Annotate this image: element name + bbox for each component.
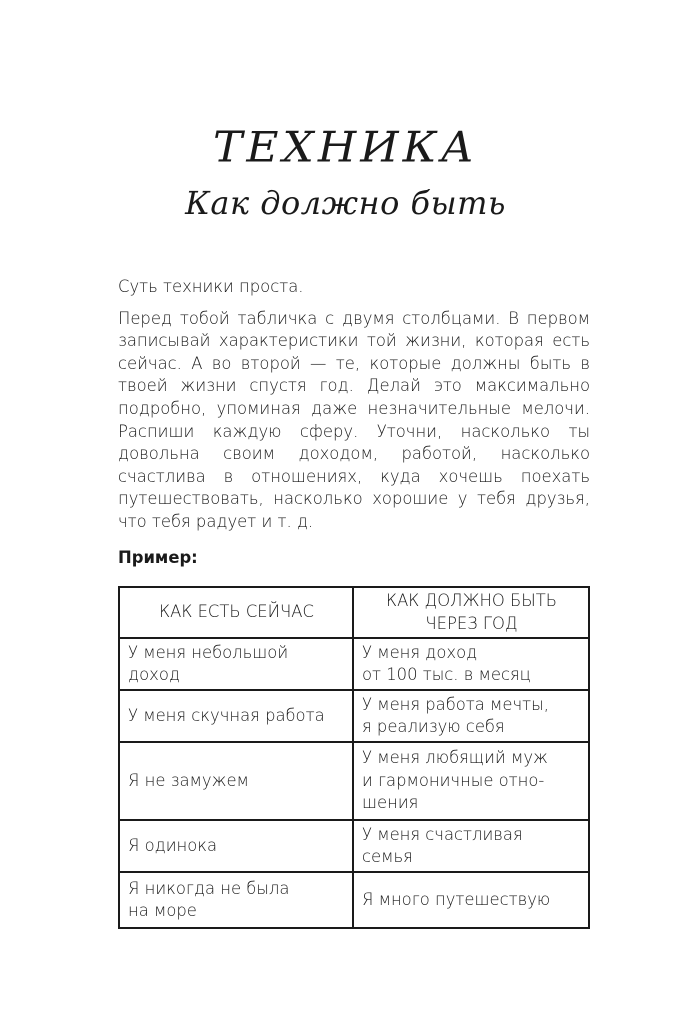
cell-now	[119, 742, 353, 820]
table-row	[119, 820, 589, 872]
cell-line: У меня доход	[362, 642, 478, 662]
page-subtitle: Как должно быть	[185, 184, 506, 222]
cell-now	[119, 872, 353, 928]
cell-line: шения	[362, 793, 419, 813]
cell-line: и гармоничные отно-	[362, 770, 545, 790]
cell-line: Я много путешествую	[362, 889, 551, 909]
cell-line: Я одинока	[128, 835, 218, 855]
cell-now	[119, 690, 353, 742]
table-row	[119, 872, 589, 928]
header-future-line: ЧЕРЕЗ ГОД	[425, 613, 518, 633]
header-future	[353, 587, 589, 638]
cell-line: семья	[362, 847, 413, 867]
cell-line: от 100 тыс. в месяц	[362, 665, 531, 685]
cell-future	[353, 820, 589, 872]
cell-line: У меня счастливая	[362, 824, 523, 844]
instruction-paragraph: Перед тобой табличка с двумя столбцами. В первом записывай характеристики той жизни, которая есть сейчас. А во второй — те, которые должны быть в твоей жизни спустя год. Делай это максимально подробно, упоминая даже незначительные мелочи. Распиши каждую сферу. Уточни, насколько ты довольна своим доходом, работой, насколько счастлива в отношениях, куда хочешь поехать путешествовать, насколько хорошие у тебя друзья, что тебя радует и т. д.	[118, 308, 590, 531]
header-future-line: КАК ДОЛЖНО БЫТЬ	[386, 591, 557, 610]
cell-now	[119, 820, 353, 872]
page-title: ТЕХНИКА	[213, 123, 478, 172]
cell-now	[119, 638, 353, 690]
table-header-row	[119, 587, 589, 638]
cell-future	[353, 742, 589, 820]
cell-future	[353, 872, 589, 928]
cell-line: У меня небольшой	[128, 642, 289, 662]
table-row	[119, 742, 589, 820]
cell-future	[353, 638, 589, 690]
cell-line: на море	[128, 901, 197, 921]
example-label: Пример:	[118, 548, 198, 567]
intro-paragraph: Суть техники проста.	[118, 277, 304, 296]
cell-line: я реализую себя	[362, 717, 505, 737]
cell-line: Я не замужем	[128, 770, 249, 790]
cell-future	[353, 690, 589, 742]
body-text	[118, 276, 590, 543]
cell-line: У меня любящий муж	[362, 748, 548, 768]
comparison-table	[118, 586, 590, 929]
cell-line: доход	[128, 665, 180, 685]
cell-line: У меня скучная работа	[128, 705, 325, 725]
header-now-label: КАК ЕСТЬ СЕЙЧАС	[159, 602, 314, 622]
header-now	[119, 587, 353, 638]
table-row	[119, 690, 589, 742]
table-row	[119, 638, 589, 690]
cell-line: У меня работа мечты,	[362, 694, 549, 714]
cell-line: Я никогда не была	[128, 878, 290, 898]
